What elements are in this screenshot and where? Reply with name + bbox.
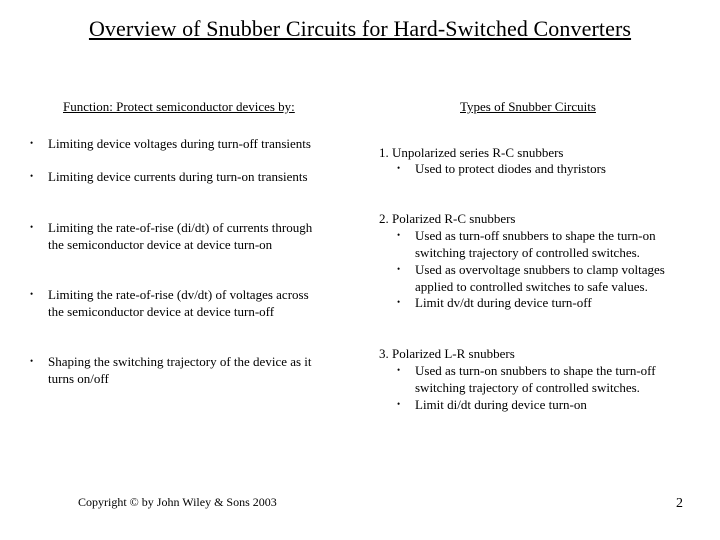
bullet-icon: •: [397, 230, 401, 240]
detail-text: switching trajectory of controlled switches.: [415, 245, 640, 260]
snubber-type-detail: [397, 396, 587, 413]
bullet-icon: •: [397, 399, 401, 409]
detail-text: Limit di/dt during device turn-on: [415, 397, 587, 412]
detail-text: Used as overvoltage snubbers to clamp voltages: [415, 262, 665, 277]
snubber-type-detail: [397, 362, 656, 396]
left-bullet-item: [30, 168, 308, 185]
left-bullet-item: [30, 353, 312, 387]
detail-text: Used to protect diodes and thyristors: [415, 161, 606, 176]
detail-text: Used as turn-off snubbers to shape the turn-on: [415, 228, 656, 243]
slide-title: Overview of Snubber Circuits for Hard-Switched Converters: [88, 16, 632, 41]
bullet-icon: •: [30, 356, 34, 366]
left-bullet-item: [30, 219, 312, 253]
left-bullet-text: turns on/off: [48, 371, 109, 386]
snubber-type-detail: [397, 227, 656, 261]
bullet-icon: •: [30, 138, 34, 148]
left-bullet-item: [30, 286, 309, 320]
snubber-type-detail: [397, 261, 665, 295]
detail-text: applied to controlled switches to safe values.: [415, 279, 648, 294]
bullet-icon: •: [30, 222, 34, 232]
types-heading: Types of Snubber Circuits: [460, 99, 596, 114]
left-bullet-text: Limiting device currents during turn-on transients: [48, 169, 308, 184]
copyright-footer: Copyright © by John Wiley & Sons 2003: [78, 495, 277, 509]
snubber-type-detail: [397, 294, 592, 311]
bullet-icon: •: [30, 171, 34, 181]
bullet-icon: •: [397, 297, 401, 307]
bullet-icon: •: [397, 163, 401, 173]
bullet-icon: •: [397, 365, 401, 375]
function-heading: Function: Protect semiconductor devices by:: [63, 99, 295, 114]
left-bullet-text: Limiting device voltages during turn-off transients: [48, 136, 311, 151]
detail-text: Used as turn-on snubbers to shape the turn-off: [415, 363, 656, 378]
bullet-icon: •: [30, 289, 34, 299]
left-bullet-text: Shaping the switching trajectory of the device as it: [48, 354, 312, 369]
left-bullet-text: the semiconductor device at device turn-on: [48, 237, 273, 252]
left-bullet-text: Limiting the rate-of-rise (dv/dt) of voltages across: [48, 287, 309, 302]
detail-text: Limit dv/dt during device turn-off: [415, 295, 592, 310]
bullet-icon: •: [397, 264, 401, 274]
left-bullet-text: the semiconductor device at device turn-off: [48, 304, 275, 319]
snubber-type-title: 1. Unpolarized series R-C snubbers: [379, 145, 564, 160]
snubber-type-detail: [397, 160, 606, 177]
page-number: 2: [676, 496, 683, 511]
left-bullet-item: [30, 135, 311, 152]
snubber-type-title: 2. Polarized R-C snubbers: [379, 211, 516, 226]
detail-text: switching trajectory of controlled switches.: [415, 380, 640, 395]
snubber-type-title: 3. Polarized L-R snubbers: [379, 346, 515, 361]
left-bullet-text: Limiting the rate-of-rise (di/dt) of currents through: [48, 220, 313, 235]
